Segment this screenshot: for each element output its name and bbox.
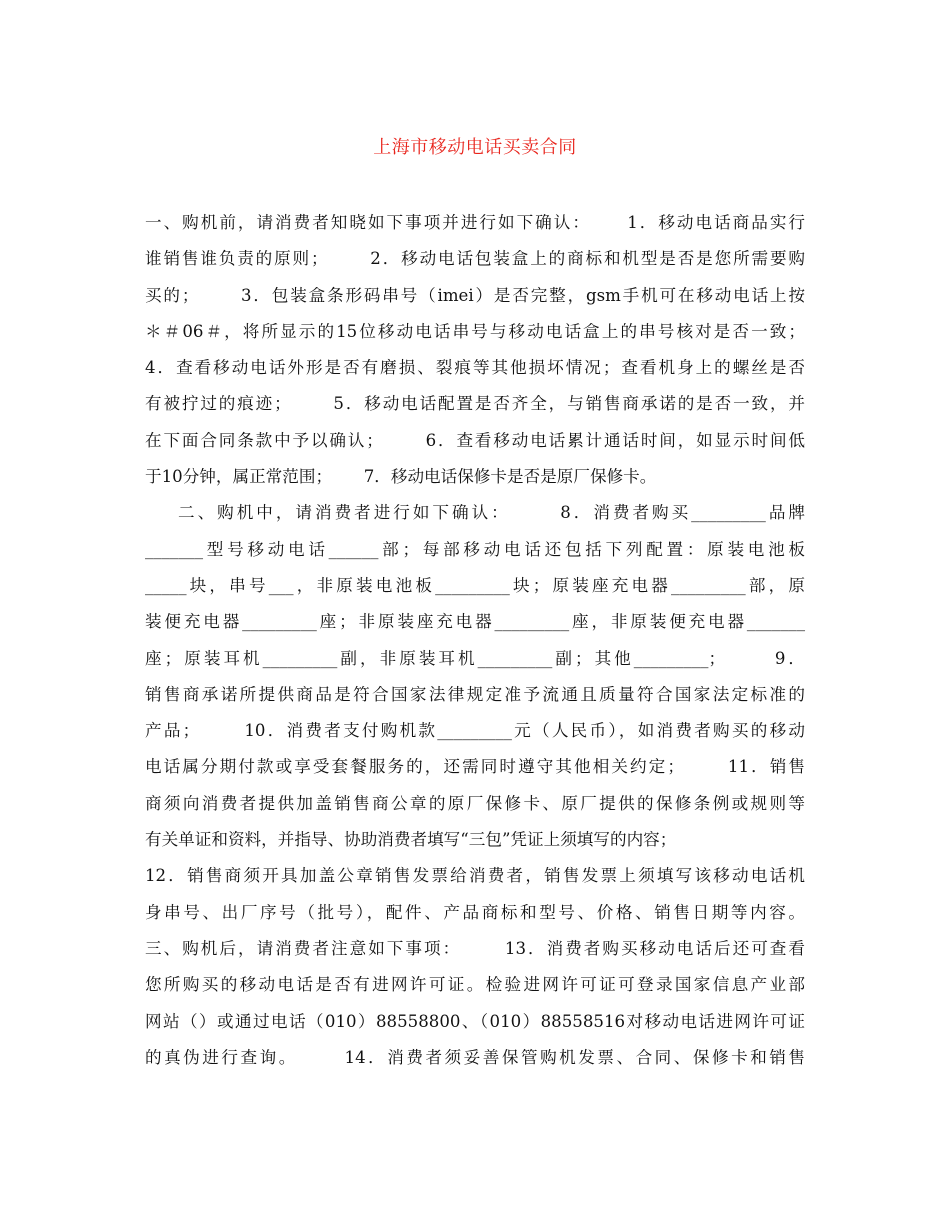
body-line: 产品； 10．消费者支付购机款_________元（人民币），如消费者购买的移动 (145, 721, 805, 741)
body-line: 装便充电器_________座；非原装座充电器_________座，非原装便充电器_______ (145, 612, 805, 632)
body-line: 销售商承诺所提供商品是符合国家法律规定准予流通且质量符合国家法定标准的 (145, 684, 805, 704)
body-line: 三、购机后，请消费者注意如下事项： 13．消费者购买移动电话后还可查看 (145, 938, 805, 958)
body-line: 您所购买的移动电话是否有进网许可证。检验进网许可证可登录国家信息产业部 (145, 975, 805, 995)
body-line: 网站（）或通过电话（010）88558800、（010）88558516对移动电话进网许可证 (145, 1011, 805, 1031)
body-line: 买的； 3．包装盒条形码串号（imei）是否完整，gsm手机可在移动电话上按 (145, 285, 805, 305)
body-line: 电话属分期付款或享受套餐服务的，还需同时遵守其他相关约定； 11．销售 (145, 757, 805, 777)
body-line: 座；原装耳机_________副，非原装耳机_________副；其他_________； 9． (145, 648, 805, 668)
body-line: _______型号移动电话______部；每部移动电话还包括下列配置：原装电池板 (145, 539, 805, 559)
body-line: 有关单证和资料，并指导、协助消费者填写“三包”凭证上须填写的内容； (145, 830, 677, 850)
body-line: ＊＃06＃，将所显示的15位移动电话串号与移动电话盒上的串号核对是否一致； (145, 321, 805, 341)
body-line: 的真伪进行查询。 14．消费者须妥善保管购机发票、合同、保修卡和销售 (145, 1047, 805, 1067)
body-line: 有被拧过的痕迹； 5．移动电话配置是否齐全，与销售商承诺的是否一致，并 (145, 394, 805, 414)
body-line: 二、购机中，请消费者进行如下确认： 8．消费者购买_________品牌 (145, 503, 805, 523)
document-body (145, 205, 805, 1076)
body-line: 一、购机前，请消费者知晓如下事项并进行如下确认： 1．移动电话商品实行 (145, 213, 805, 232)
body-line: 谁销售谁负责的原则； 2．移动电话包装盒上的商标和机型是否是您所需要购 (145, 249, 805, 269)
body-line: 4．查看移动电话外形是否有磨损、裂痕等其他损坏情况；查看机身上的螺丝是否 (145, 358, 805, 378)
body-line: 于10分钟，属正常范围； 7．移动电话保修卡是否是原厂保修卡。 (145, 467, 657, 487)
body-line: 在下面合同条款中予以确认； 6．查看移动电话累计通话时间，如显示时间低 (145, 430, 805, 450)
body-line: _____块，串号___，非原装电池板_________块；原装座充电器_________部，原 (145, 575, 805, 595)
body-line: 身串号、出厂序号（批号），配件、产品商标和型号、价格、销售日期等内容。 (145, 902, 805, 922)
document-title: 上海市移动电话买卖合同 (373, 137, 577, 158)
body-line: 商须向消费者提供加盖销售商公章的原厂保修卡、原厂提供的保修条例或规则等 (145, 793, 805, 813)
body-line: 12．销售商须开具加盖公章销售发票给消费者，销售发票上须填写该移动电话机 (145, 866, 805, 886)
